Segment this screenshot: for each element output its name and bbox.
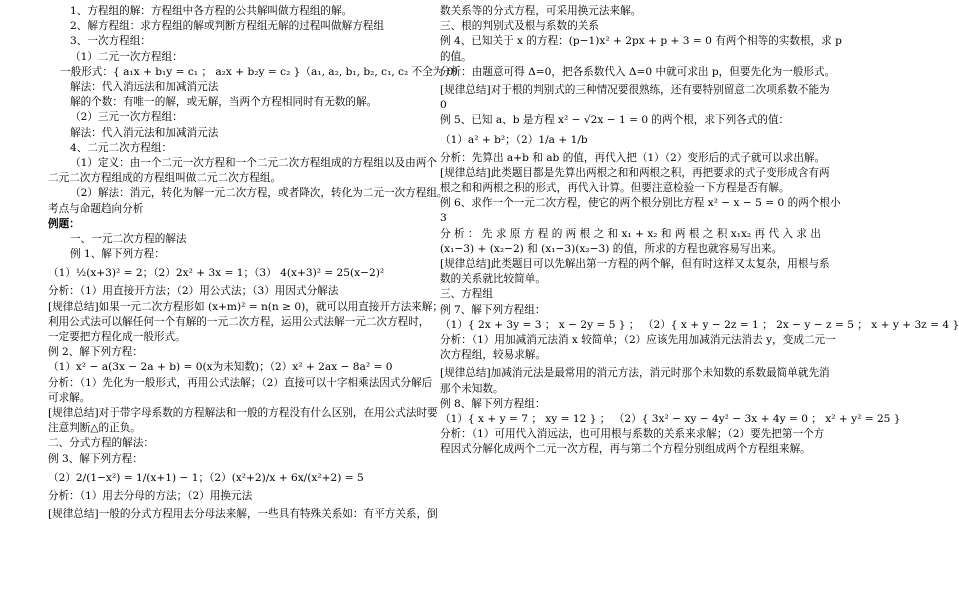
right-text-line: 例 8、解下列方程组：: [440, 397, 546, 410]
right-text-line: 三、方程组: [440, 288, 493, 301]
left-text-line: 分析：（1）用直接开方法；（2）用公式法；（3）用因式分解法: [48, 285, 339, 298]
left-text-line: 考点与命题趋向分析: [48, 202, 144, 215]
left-text-line: 二元二次方程组成的方程组叫做二元二次方程组。: [48, 172, 282, 185]
left-text-line: 例 2、解下列方程：: [48, 346, 143, 359]
right-column: [440, 4, 959, 458]
right-text-line: 三、根的判别式及根与系数的关系: [440, 20, 599, 33]
right-text-line: 分析：由题意可得 Δ=0，把各系数代入 Δ=0 中就可求出 p，但要先化为一般形式。: [440, 65, 836, 78]
left-text-line: 一、一元二次方程的解法: [70, 233, 187, 246]
left-text-line: 利用公式法可以解任何一个有解的一元二次方程，运用公式法解一元二次方程时，: [48, 315, 430, 328]
right-text-line: 0: [440, 99, 447, 112]
left-text-line: 解法：代入消远法和加减消元法: [70, 81, 219, 94]
left-text-line: 3、一次方程组：: [70, 35, 151, 48]
right-text-line: 程因式分解化成两个二元一次方程，再与第二个方程分别组成两个方程组来解。: [440, 443, 811, 456]
left-text-line: （2）2/(1−x²) = 1/(x+1) − 1；（2）(x²+2)/x + 6x/(x²+2) = 5: [48, 471, 364, 484]
right-text-line: 分析：先算出 a+b 和 ab 的值，再代入把（1）（2）变形后的式子就可以求出解。: [440, 151, 826, 164]
left-text-line: [规律总结]一般的分式方程用去分母法来解，一些具有特殊关系如：有平方关系，倒: [48, 508, 438, 521]
right-text-line: [规律总结]对于根的判别式的三种情况要很熟练，还有要特别留意二次项系数不能为: [440, 84, 830, 97]
left-text-line: 分析：（1）用去分母的方法；（2）用换元法: [48, 489, 253, 502]
left-text-line: 1、方程组的解：方程组中各方程的公共解叫做方程组的解。: [70, 5, 353, 17]
right-text-line: 分析：（1）用加减消元法消 x 较简单；（2）应该先用加减消元法消去 y，变成二元一: [440, 334, 836, 347]
right-text-line: (x₁−3) + (x₂−2) 和 (x₁−3)(x₂−3) 的值，所求的方程也就容易写出来。: [440, 242, 783, 255]
right-text-line: [规律总结]此类题目都是先算出两根之和和两根之积，再把要求的式子变形成含有两: [440, 166, 830, 179]
right-text-line: 数的关系就比较简单。: [440, 273, 546, 286]
left-text-line: 可求解。: [48, 391, 91, 404]
left-text-line: 分析：（1）先化为一般形式，再用公式法解；（2）直接可以十字相乘法因式分解后: [48, 376, 433, 389]
left-text-line: 一定要把方程化成一般形式。: [48, 331, 186, 344]
right-text-line: [规律总结]加减消元法是最常用的消元方法，消元时那个未知数的系数最简单就先消: [440, 367, 830, 380]
left-text-line: （1）½(x+3)² = 2；（2）2x² + 3x = 1；（3） 4(x+3)² = 25(x−2)²: [48, 267, 385, 280]
left-text-line: 例 3、解下列方程：: [48, 452, 143, 465]
left-text-line: （1）定义：由一个二元一次方程和一个二元二次方程组成的方程组以及由两个: [70, 157, 437, 170]
left-text-line: 二、分式方程的解法：: [48, 437, 154, 450]
right-text-line: 的值。: [440, 50, 472, 63]
left-text-line: 2、解方程组：求方程组的解或判断方程组无解的过程叫做解方程组: [70, 20, 384, 33]
right-text-line: 3: [440, 212, 447, 225]
right-text-line: （1）{ x + y = 7 ； xy = 12 } ； （2）{ 3x² − xy − 4y² − 3x + 4y = 0 ； x² + y² = 25 }: [440, 413, 901, 426]
right-text-line: 那个未知数。: [440, 382, 504, 395]
right-text-line: [规律总结]此类题目可以先解出第一方程的两个解，但有时这样又太复杂，用根与系: [440, 258, 830, 271]
right-text-line: 分 析 ： 先 求 原 方 程 的 两 根 之 和 x₁ + x₂ 和 两 根 之 积 x₁x₂ 再 代 入 求 出: [440, 227, 821, 240]
right-text-line: （1）{ 2x + 3y = 3 ； x − 2y = 5 } ； （2）{ x + y − 2z = 1 ； 2x − y − z = 5 ； x + y + 3z = 4 }: [440, 318, 959, 331]
right-text-line: 例 5、已知 a、b 是方程 x² − √2x − 1 = 0 的两个根，求下列各式的值：: [440, 114, 790, 127]
left-text-line: （1）二元一次方程组：: [70, 50, 183, 63]
left-text-line: [规律总结]如果一元二次方程形如 (x+m)² = n(n ≥ 0)，就可以用直接开方法来解；: [48, 300, 443, 313]
right-text-line: （1）a² + b²；（2）1/a + 1/b: [440, 133, 588, 146]
right-text-line: 数关系等的分式方程，可采用换元法来解。: [440, 5, 642, 17]
left-text-line: （1）x² − a(3x − 2a + b) = 0(x为未知数)；（2）x² + 2ax − 8a² = 0: [48, 361, 393, 374]
right-text-line: 分析：（1）可用代入消远法，也可用根与系数的关系来求解；（2）要先把第一个方: [440, 428, 825, 441]
left-text-line: （2）三元一次方程组：: [70, 111, 183, 124]
left-text-line: 解法：代入消元法和加减消元法: [70, 126, 219, 139]
left-text-line: （2）解法：消元，转化为解一元二次方程，或者降次，转化为二元一次方程组。: [70, 187, 448, 200]
left-text-line: 例题：: [48, 217, 80, 230]
left-text-line: 注意判断△的正负。: [48, 422, 141, 435]
right-text-line: 根之和和两根之积的形式，再代入计算。但要注意检验一下方程是否有解。: [440, 182, 790, 195]
left-text-line: [规律总结]对于带字母系数的方程解法和一般的方程没有什么区别，在用公式法时要: [48, 407, 438, 420]
right-text-line: 例 6、求作一个一元二次方程，使它的两个根分别比方程 x² − x − 5 = 0 的两个根小: [440, 197, 841, 210]
left-text-line: 一般形式：{ a₁x + b₁y = c₁ ； a₂x + b₂y = c₂ }（a₁, a₂, b₁, b₂, c₁, c₂ 不全为 0）: [60, 65, 465, 78]
left-text-line: 例 1、解下列方程：: [70, 248, 165, 261]
right-text-line: 例 4、已知关于 x 的方程：(p−1)x² + 2px + p + 3 = 0 有两个相等的实数根，求 p: [440, 35, 842, 48]
right-text-line: 例 7、解下列方程组：: [440, 303, 546, 316]
left-text-line: 4、二元二次方程组：: [70, 141, 173, 154]
left-text-line: 解的个数：有唯一的解，或无解，当两个方程相同时有无数的解。: [70, 96, 378, 109]
right-text-line: 次方程组，较易求解。: [440, 349, 546, 362]
